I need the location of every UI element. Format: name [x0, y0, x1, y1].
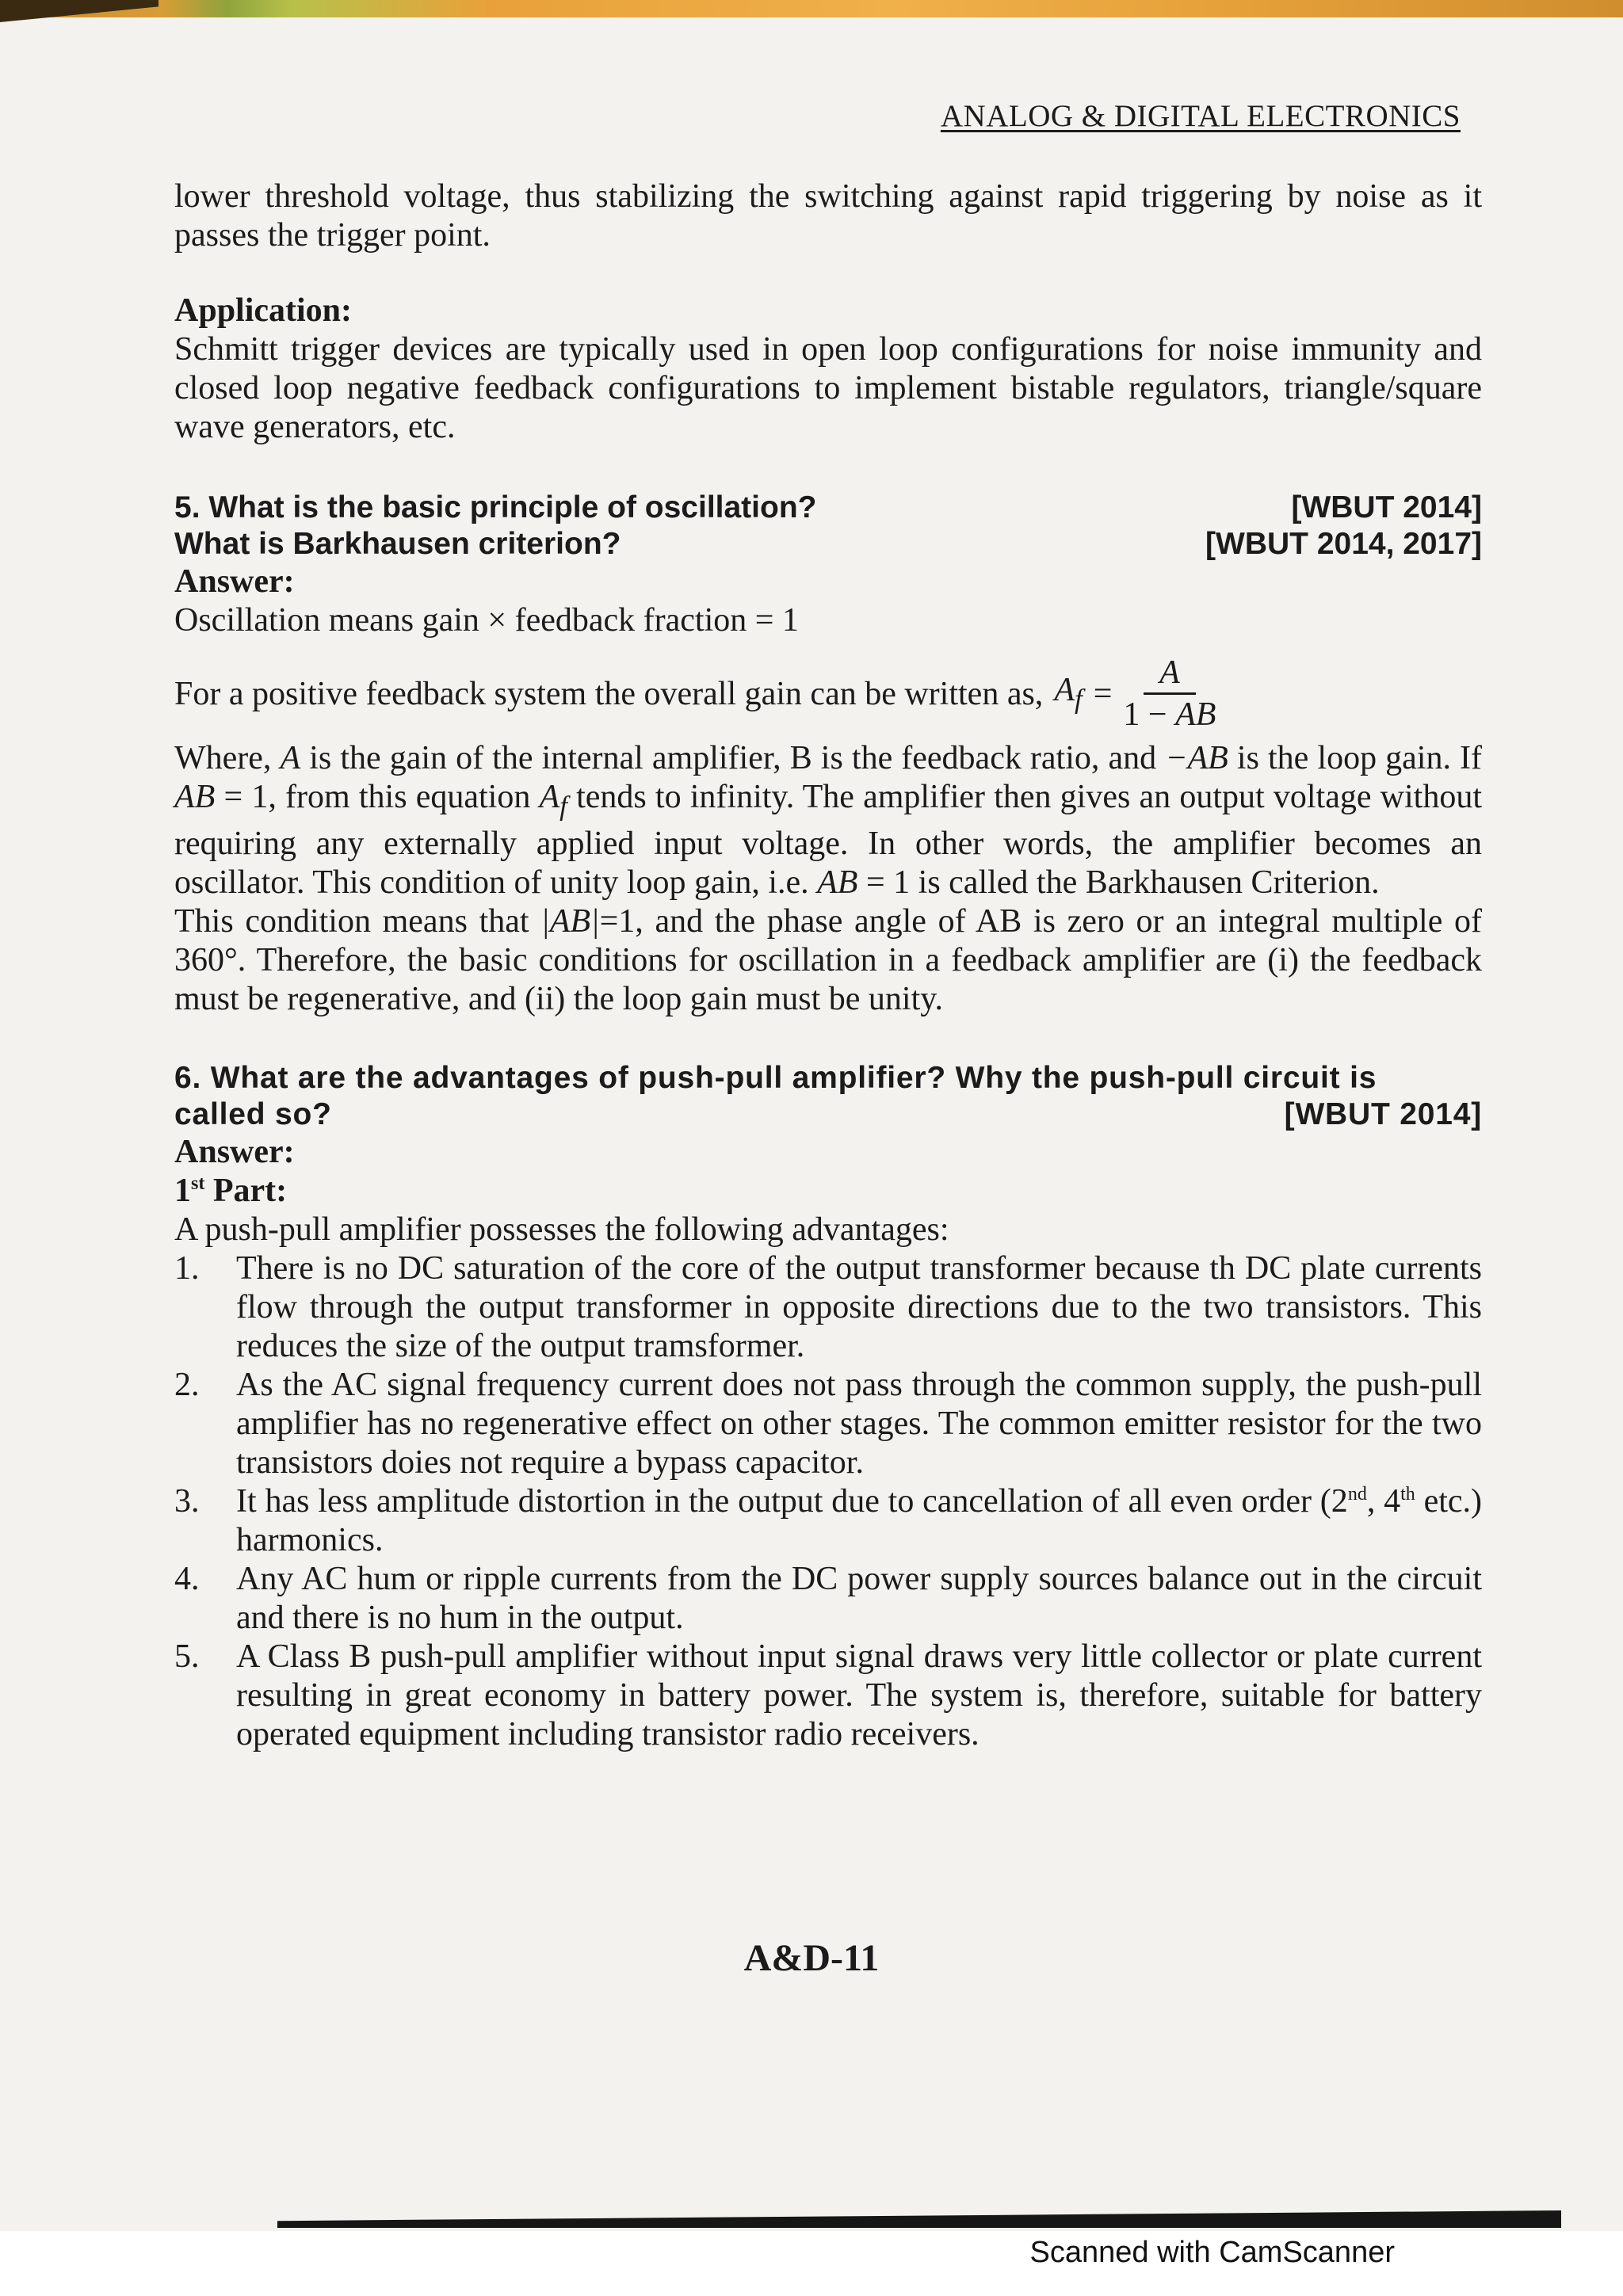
question-5-line-1	[174, 490, 1482, 526]
list-item: 1. There is no DC saturation of the core of the output transformer because th DC plate currents flow through the output transformer in opposite directions due to the two transistors. This reduces the size of the output tramsformer.	[174, 1250, 1482, 1365]
list-item: 5. A Class B push-pull amplifier without input signal draws very little collector or plate current resulting in great economy in battery power. The system is, therefore, suitable for battery operated equipment including transistor radio receivers.	[174, 1638, 1482, 1753]
advantages-lead: A push-pull amplifier possesses the following advantages:	[174, 1211, 949, 1249]
list-item: 2. As the AC signal frequency current does not pass through the common supply, the push-pull amplifier has no regenerative effect on other stages. The common emitter resistor for the two transistors doies not require a bypass capacitor.	[174, 1367, 1482, 1482]
question-6-answer-label: Answer:	[174, 1134, 295, 1171]
page-body	[174, 177, 1482, 1754]
list-item: 3. It has less amplitude distortion in the output due to cancellation of all even order (2nd, 4th etc.) harmonics.	[174, 1483, 1483, 1559]
fraction-numerator: A	[1144, 654, 1196, 695]
question-5-subtitle: What is Barkhausen criterion?	[174, 527, 621, 561]
condition-paragraph: This condition means that |AB|=1, and the phase angle of AB is zero or an integral multiple of 360°. Therefore, the basic conditions for oscillation in a feedback amplifier are (i) the feedback must be regenerative, and (ii) the loop gain must be unity.	[174, 903, 1483, 1018]
loop-gain-paragraph: Where, A is the gain of the internal amplifier, B is the feedback ratio, and −AB is the loop gain. If AB = 1, from this equation $A_f$ tends to infinity. The amplifier then gives an output voltage without requiring any externally applied input voltage. In other words, the amplifier becomes an oscillator. This condition of unity loop gain, i.e. AB = 1 is called the Barkhausen Criterion.	[174, 740, 1482, 902]
list-item: 4. Any AC hum or ripple currents from the DC power supply sources balance out in the circuit and there is no hum in the output.	[174, 1561, 1482, 1637]
application-heading: Application:	[174, 292, 353, 329]
page-bottom-shadow	[277, 2210, 1561, 2228]
formula-intro: For a positive feedback system the overall gain can be written as,	[174, 676, 1044, 712]
oscillation-definition: Oscillation means gain × feedback fraction = 1	[174, 602, 799, 639]
question-6-reference: [WBUT 2014]	[1284, 1097, 1482, 1132]
page-number: A&D-11	[743, 1937, 880, 1979]
scanner-watermark: Scanned with CamScanner	[1029, 2236, 1395, 2269]
question-5-reference-1: [WBUT 2014]	[1291, 490, 1482, 524]
question-5-line-2	[174, 526, 1482, 563]
question-6-line-1: 6. What are the advantages of push-pull amplifier? Why the push-pull circuit is	[174, 1061, 1377, 1096]
gain-fraction	[1123, 654, 1216, 734]
question-5-answer-label: Answer:	[174, 563, 295, 600]
question-6-line-2	[174, 1097, 1482, 1133]
question-5-reference-2: [WBUT 2014, 2017]	[1205, 527, 1482, 561]
question-6	[174, 1060, 1482, 1133]
part-1-heading: 1st Part:	[174, 1173, 288, 1210]
advantages-list	[174, 1249, 1482, 1754]
formula-equals: =	[1093, 676, 1113, 712]
application-text: Schmitt trigger devices are typically used in open loop configurations for noise immunity and closed loop negative feedback configurations to implement bistable regulators, triangle/square wave generators, etc.	[174, 331, 1482, 445]
intro-paragraph: lower threshold voltage, thus stabilizing the switching against rapid triggering by noise as it passes the trigger point.	[174, 178, 1482, 254]
formula-lhs: $A_f$	[1054, 671, 1083, 715]
question-5-title: 5. What is the basic principle of oscillation?	[174, 490, 817, 524]
fraction-denominator: 1 − AB	[1123, 696, 1216, 733]
gain-formula-line	[174, 654, 1482, 734]
question-6-title-end: called so?	[174, 1097, 332, 1132]
page-edge-strip	[0, 0, 1623, 17]
running-header: ANALOG & DIGITAL ELECTRONICS	[940, 99, 1461, 133]
